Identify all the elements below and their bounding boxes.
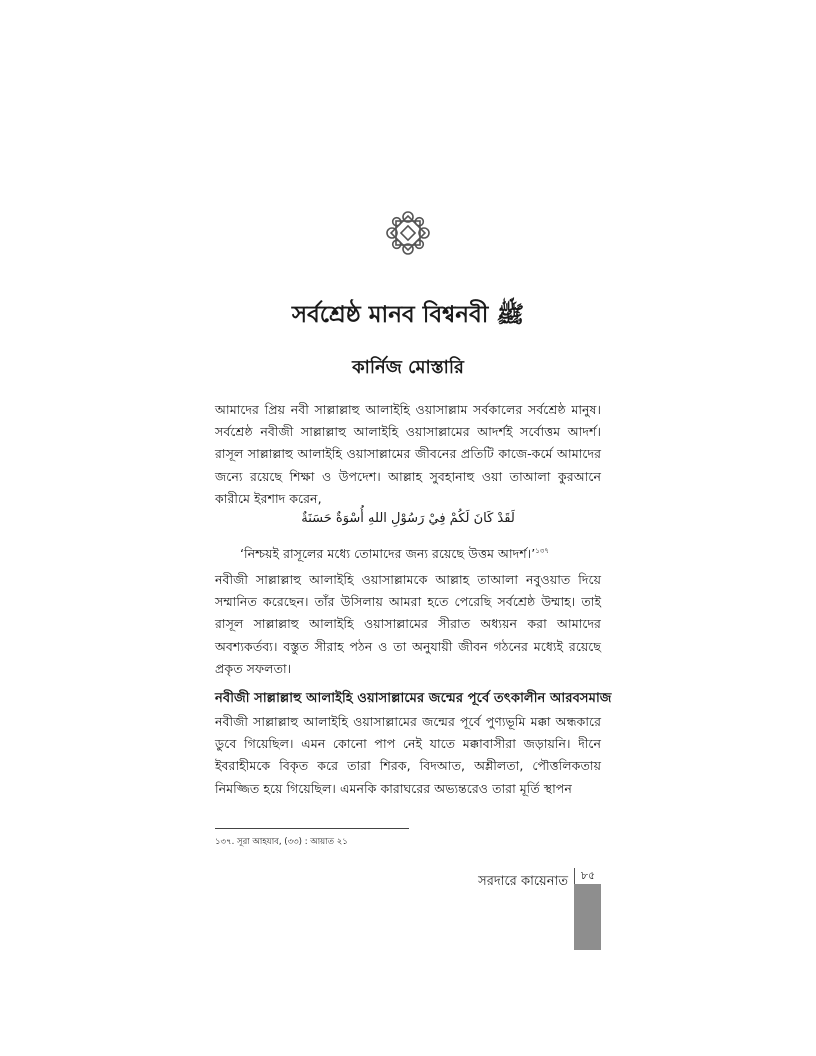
section-heading: নবীজী সাল্লাল্লাহু আলাইহি ওয়াসাল্লামের জন্মের পূর্বে তৎকালীন আরবসমাজ xyxy=(215,691,612,706)
author-name: কার্নিজ মোস্তারি xyxy=(352,357,464,378)
footnote: ১৩৭. সূরা আহযাব, (৩৩) : আয়াত ২১ xyxy=(215,837,348,847)
intro-paragraph: আমাদের প্রিয় নবী সাল্লাল্লাহু আলাইহি ওয়াসাল্লাম সর্বকালের সর্বশ্রেষ্ঠ মানুষ। সর্বশ্রেষ্ঠ নবীজী সাল্লাল্লাহু আলাইহি ওয়াসাল্লামের আদর্শই সর্বোত্তম আদর্শ। রাসূল সাল্লাল্লাহু আলাইহি ওয়াসাল্লামের জীবনের প্রতিটি কাজে-কর্মে আমাদের জন্যে রয়েছে শিক্ষা ও উপদেশ। আল্লাহ সুবহানাহু ওয়া তাআলা কুরআনে কারীমে ইরশাদ করেন, xyxy=(215,402,601,506)
translation-text: ‘নিশ্চয়ই রাসূলের মধ্যে তোমাদের জন্য রয়েছে উত্তম আদর্শ।’ xyxy=(240,546,536,562)
page-tab-bar xyxy=(574,884,601,950)
running-head: সরদারে কায়েনাত xyxy=(478,874,568,889)
footnote-ref: ১৩৭ xyxy=(535,547,549,555)
section-paragraph: নবীজী সাল্লাল্লাহু আলাইহি ওয়াসাল্লামের জন্মের পূর্বে পুণ্যভূমি মক্কা অন্ধকারে ডুবে গিয়েছিল। এমন কোনো পাপ নেই যাতে মক্কাবাসীরা জড়ায়নি। দীনে ইবরাহীমকে বিকৃত করে তারা শিরক, বিদআত, অশ্লীলতা, পৌত্তলিকতায় নিমজ্জিত হয়ে গিয়েছিল। এমনকি কারাঘরের অভ্যন্তরেও তারা মূর্তি স্থাপন xyxy=(215,714,601,796)
footnote-divider xyxy=(215,828,409,829)
page-title: সর্বশ্রেষ্ঠ মানব বিশ্বনবী ﷺ xyxy=(291,302,525,328)
body-paragraph: নবীজী সাল্লাল্লাহু আলাইহি ওয়াসাল্লামকে আল্লাহ তাআলা নবুওয়াত দিয়ে সম্মানিত করেছেন। তাঁর উসিলায় আমরা হতে পেরেছি সর্বশ্রেষ্ঠ উম্মাহ। তাই রাসূল সাল্লাল্লাহু আলাইহি ওয়াসাল্লামের সীরাত অধ্যয়ন করা আমাদের অবশ্যকর্তব্য। বস্তুত সীরাহ পঠন ও তা অনুযায়ী জীবন গঠনের মধ্যেই রয়েছে প্রকৃত সফলতা। xyxy=(215,572,601,676)
page-number-tab xyxy=(574,868,601,950)
ornament-icon xyxy=(384,209,432,257)
arabic-verse: لَقَدْ كَانَ لَكُمْ فِيْ رَسُوْلِ اللهِ أُسْوَةٌ حَسَنَةٌ xyxy=(301,511,515,526)
page-number: ৮৫ xyxy=(574,868,601,884)
verse-translation xyxy=(240,545,610,566)
